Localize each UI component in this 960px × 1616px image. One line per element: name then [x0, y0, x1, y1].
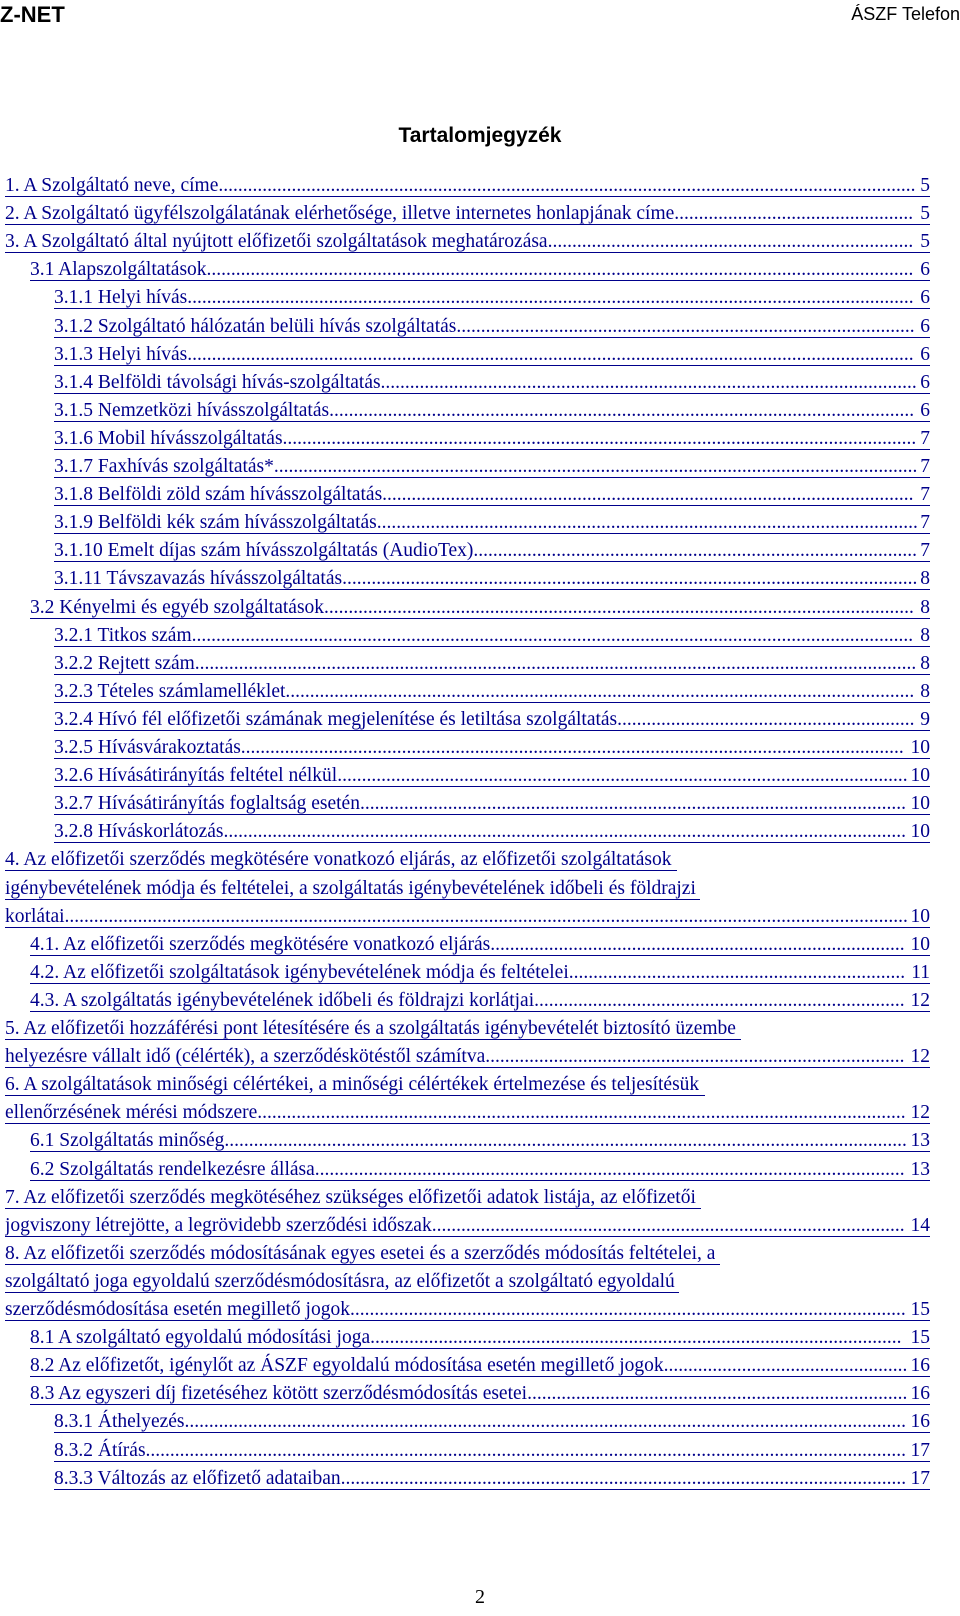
toc-entry[interactable]: [5, 846, 677, 874]
toc-entry[interactable]: [54, 818, 930, 846]
toc-entry-page: 10: [910, 765, 930, 787]
toc-entry-title: 3. A Szolgáltató által nyújtott előfizetői szolgáltatások meghatározása...........................................................................: [5, 231, 914, 253]
toc-entry-title: 8.2 Az előfizetőt, igénylőt az ÁSZF egyoldalú módosítása esetén megillető jogok..................................................: [30, 1355, 908, 1377]
toc-entry-page: 10: [910, 933, 930, 955]
toc-entry[interactable]: [5, 1268, 679, 1296]
toc-entry-title: 3.1.4 Belföldi távolsági hívás-szolgáltatás..............................................................................................................: [54, 371, 917, 393]
toc-entry[interactable]: [5, 875, 700, 903]
toc-entry[interactable]: [54, 453, 930, 481]
toc-entry[interactable]: [5, 1043, 930, 1071]
toc-entry-title: jogviszony létrejötte, a legrövidebb szerződési időszak.................................................................................................: [5, 1214, 905, 1236]
toc-entry[interactable]: [54, 734, 930, 762]
toc-entry-page: 5: [920, 231, 930, 253]
toc-entry[interactable]: [30, 1352, 930, 1380]
toc-entry[interactable]: [54, 762, 930, 790]
toc-entry-title: 3.1.9 Belföldi kék szám hívásszolgáltatás...............................................................................................................: [54, 512, 918, 534]
toc-entry[interactable]: [5, 1071, 705, 1099]
page-number: 2: [475, 1586, 485, 1608]
toc-entry[interactable]: [54, 341, 930, 369]
toc-entry-title: 4. Az előfizetői szerződés megkötésére vonatkozó eljárás, az előfizetői szolgáltatások: [5, 849, 672, 871]
toc-entry-title: 3.1.3 Helyi hívás.....................................................................................................................................................: [54, 343, 914, 365]
toc-entry[interactable]: [54, 537, 930, 565]
toc-entry[interactable]: [54, 481, 930, 509]
toc-entry[interactable]: [30, 594, 930, 622]
toc-entry-page: 6: [920, 371, 930, 393]
toc-entry[interactable]: [54, 706, 930, 734]
toc-entry[interactable]: [54, 678, 930, 706]
toc-entry[interactable]: [30, 1380, 930, 1408]
toc-entry-page: 9: [920, 708, 930, 730]
toc-entry[interactable]: [5, 1099, 930, 1127]
toc-entry-title: igénybevételének módja és feltételei, a szolgáltatás igénybevételének időbeli és földrajzi: [5, 877, 696, 899]
toc-entry-page: 7: [920, 456, 930, 477]
toc-entry[interactable]: [54, 622, 930, 650]
toc-entry-title: 3.2 Kényelmi és egyéb szolgáltatások.........................................................................................................................: [30, 596, 914, 618]
toc-entry-title: 3.1.8 Belföldi zöld szám hívásszolgáltatás.............................................................................................................: [54, 484, 914, 506]
toc-entry-title: 3.1.7 Faxhívás szolgáltatás*....................................................................................................................................: [54, 456, 918, 477]
toc-entry-title: 8. Az előfizetői szerződés módosításának egyes esetei és a szerződés módosítás feltételei, a: [5, 1242, 716, 1264]
toc-entry-page: 6: [920, 315, 930, 337]
toc-entry[interactable]: [30, 931, 930, 959]
toc-entry[interactable]: [54, 1408, 930, 1436]
toc-entry[interactable]: [54, 790, 930, 818]
toc-entry-title: 7. Az előfizetői szerződés megkötéséhez szükséges előfizetői adatok listája, az előfizetői: [5, 1186, 696, 1208]
toc-entry-page: 6: [920, 259, 930, 281]
toc-entry[interactable]: [54, 650, 930, 678]
toc-entry-title: 3.2.7 Hívásátirányítás foglaltság esetén................................................................................................................: [54, 793, 906, 815]
toc-entry-page: 12: [910, 1102, 930, 1124]
toc-entry-page: 11: [911, 961, 930, 983]
toc-entry-title: 8.3.2 Átírás............................................................................................................................................................: [54, 1439, 907, 1461]
toc-entry[interactable]: [30, 1156, 930, 1184]
toc-entry-title: helyezésre vállalt idő (célérték), a szerződéskötéstől számítva......................................................................................: [5, 1046, 905, 1068]
toc-entry-title: 8.3 Az egyszeri díj fizetéséhez kötött szerződésmódosítás esetei..............................................................................: [30, 1383, 908, 1405]
toc-entry-page: 15: [910, 1299, 930, 1320]
toc-entry-page: 10: [910, 821, 930, 843]
toc-entry-page: 10: [910, 737, 930, 758]
toc-entry-page: 15: [910, 1327, 930, 1349]
toc-entry-title: 3.1.6 Mobil hívásszolgáltatás..................................................................................................................................: [54, 427, 917, 449]
toc-entry[interactable]: [54, 1437, 930, 1465]
toc-entry[interactable]: [5, 1212, 930, 1240]
toc-entry-page: 6: [920, 399, 930, 421]
toc-entry-page: 16: [910, 1355, 930, 1377]
toc-entry-page: 13: [910, 1158, 930, 1180]
toc-entry-title: 4.2. Az előfizetői szolgáltatások igénybevételének módja és feltételei.....................................................................: [30, 961, 906, 983]
toc-entry-page: 6: [920, 343, 930, 365]
toc-entry-page: 8: [920, 624, 930, 646]
toc-entry-page: 17: [910, 1467, 930, 1489]
toc-entry-title: 6.2 Szolgáltatás rendelkezésre állása.........................................................................................................................: [30, 1158, 905, 1180]
toc-entry-page: 16: [910, 1383, 930, 1405]
toc-entry-page: 17: [910, 1439, 930, 1461]
toc-entry-page: 7: [920, 512, 930, 534]
toc-entry[interactable]: [30, 1324, 930, 1352]
toc-entry-title: 3.2.1 Titkos szám....................................................................................................................................................: [54, 624, 914, 646]
toc-entry-title: 4.1. Az előfizetői szerződés megkötésére vonatkozó eljárás.....................................................................................: [30, 933, 905, 955]
toc-entry-page: 8: [920, 596, 930, 618]
toc-entry[interactable]: [30, 1127, 930, 1155]
toc-entry[interactable]: [5, 1015, 741, 1043]
toc-entry[interactable]: [54, 313, 930, 341]
toc-entry-page: 8: [920, 680, 930, 702]
toc-entry-title: 3.2.8 Híváskorlátozás............................................................................................................................................: [54, 821, 907, 843]
toc-entry-page: 14: [910, 1214, 930, 1236]
toc-entry-title: 6.1 Szolgáltatás minőség............................................................................................................................................: [30, 1130, 907, 1152]
toc-entry-page: 16: [910, 1411, 930, 1433]
toc-heading: Tartalomjegyzék: [398, 124, 562, 147]
toc-entry-title: 3.1 Alapszolgáltatások.................................................................................................................................................: [30, 259, 914, 281]
toc-entry[interactable]: [54, 425, 930, 453]
header-document-title: ÁSZF Telefon: [851, 4, 960, 24]
toc-entry-title: 8.3.3 Változás az előfizető adataiban....................................................................................................................: [54, 1467, 907, 1489]
toc-entry[interactable]: [5, 1240, 720, 1268]
toc-entry-page: 7: [920, 484, 930, 506]
toc-entry[interactable]: [30, 959, 930, 987]
toc-entry-title: 3.2.5 Hívásvárakoztatás........................................................................................................................................: [54, 737, 904, 758]
toc-entry[interactable]: [54, 284, 930, 312]
toc-entry[interactable]: [54, 397, 930, 425]
toc-entry[interactable]: [5, 903, 930, 931]
toc-entry-title: 3.1.10 Emelt díjas szám hívásszolgáltatás (AudioTex)...........................................................................................: [54, 540, 918, 562]
toc-entry-title: 3.2.6 Hívásátirányítás feltétel nélkül.....................................................................................................................: [54, 765, 908, 787]
toc-entry[interactable]: [5, 1296, 930, 1324]
toc-entry-page: 12: [910, 1046, 930, 1068]
toc-entry-title: 5. Az előfizetői hozzáférési pont létesítésére és a szolgáltatás igénybevételét biztosító üzembe: [5, 1018, 736, 1039]
header-company: Z-NET: [0, 2, 65, 27]
toc-entry[interactable]: [54, 369, 930, 397]
toc-entry-page: 12: [910, 989, 930, 1011]
toc-entry-title: 6. A szolgáltatások minőségi célértékei, a minőségi célértékek értelmezése és teljesítésük: [5, 1074, 700, 1096]
toc-entry-title: 3.2.3 Tételes számlamelléklet.................................................................................................................................: [54, 680, 915, 702]
toc-entry[interactable]: [5, 200, 930, 228]
toc-entry-title: 2. A Szolgáltató ügyfélszolgálatának elérhetősége, illetve internetes honlapjának címe.................................................: [5, 203, 914, 225]
toc-entry[interactable]: [54, 565, 930, 593]
toc-entry[interactable]: [54, 509, 930, 537]
toc-entry-page: 5: [920, 203, 930, 225]
toc-entry-page: 5: [920, 175, 930, 196]
toc-entry-title: 8.3.1 Áthelyezés....................................................................................................................................................: [54, 1411, 907, 1433]
toc-entry-title: 3.2.2 Rejtett szám....................................................................................................................................................: [54, 652, 917, 674]
toc-entry-page: 8: [920, 568, 930, 590]
toc-entry[interactable]: [30, 256, 930, 284]
toc-entry-page: 13: [910, 1130, 930, 1152]
toc-entry-page: 7: [920, 540, 930, 562]
toc-entry-title: 3.1.5 Nemzetközi hívásszolgáltatás........................................................................................................................: [54, 399, 915, 421]
toc-entry-title: 4.3. A szolgáltatás igénybevételének időbeli és földrajzi korlátjai............................................................................: [30, 989, 905, 1011]
toc-entry-page: 8: [920, 652, 930, 674]
toc-entry[interactable]: [54, 1465, 930, 1493]
toc-entry-title: szolgáltató joga egyoldalú szerződésmódosításra, az előfizetőt a szolgáltató egyoldalú: [5, 1270, 675, 1292]
toc-entry-title: szerződésmódosítása esetén megillető jogok..................................................................................................................: [5, 1299, 906, 1320]
toc-entry-title: 8.1 A szolgáltató egyoldalú módosítási joga.............................................................................................................: [30, 1327, 902, 1349]
toc-entry-page: 10: [910, 793, 930, 815]
toc-entry[interactable]: [5, 1184, 701, 1212]
toc-entry-page: 7: [920, 427, 930, 449]
toc-entry-page: 6: [920, 287, 930, 309]
toc-entry-title: 1. A Szolgáltató neve, címe...............................................................................................................................................: [5, 175, 916, 196]
toc-entry-title: 3.1.11 Távszavazás hívásszolgáltatás......................................................................................................................: [54, 568, 918, 590]
toc-entry-title: 3.1.1 Helyi hívás.....................................................................................................................................................: [54, 287, 914, 309]
toc-entry-title: 3.2.4 Hívó fél előfizetői számának megjelenítése és letiltása szolgáltatás.............................................................: [54, 708, 915, 730]
toc-entry[interactable]: [5, 228, 930, 256]
toc-entry[interactable]: [5, 172, 930, 200]
toc-entry-page: 10: [910, 905, 930, 927]
toc-entry-title: 3.1.2 Szolgáltató hálózatán belüli hívás szolgáltatás..............................................................................................: [54, 315, 915, 337]
toc-entry[interactable]: [30, 987, 930, 1015]
toc-entry-title: ellenőrzésének mérési módszere.....................................................................................................................................: [5, 1102, 906, 1124]
toc-entry-title: korlátai.............................................................................................................................................................................: [5, 905, 908, 927]
